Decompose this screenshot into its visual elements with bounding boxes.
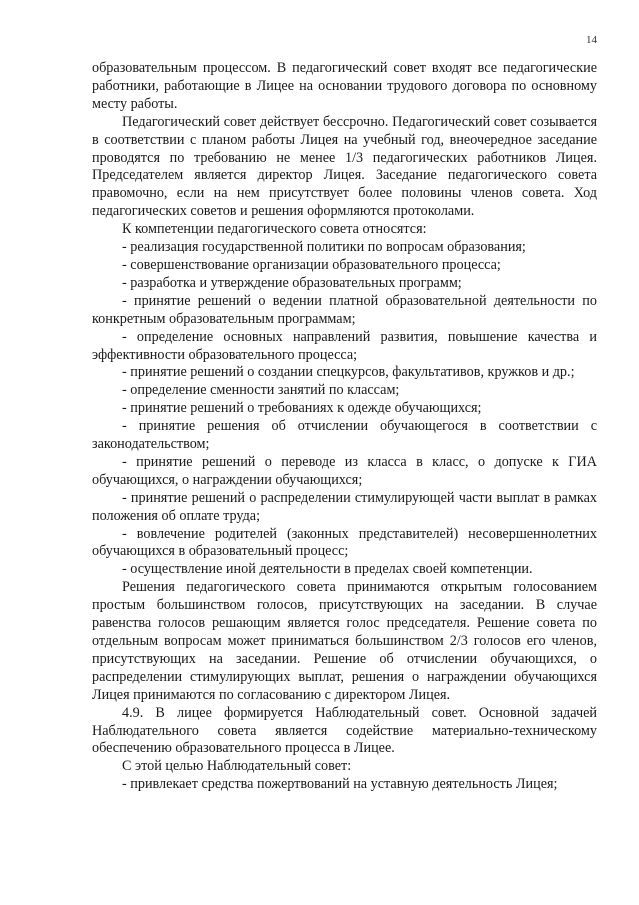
list-item: - принятие решений о распределении стимулирующей части выплат в рамках положения об оплате труда; bbox=[92, 489, 597, 524]
paragraph: Решения педагогического совета принимаются открытым голосованием простым большинством голосов, присутствующих на заседании. В случае равенства голосов решающим является голос председателя. Решение совета по отдельным вопросам может приниматься большинством 2/3 голосов его членов, присутствующих на заседании. Решение об отчислении обучающихся, о распределении стимулирующих выплат, решения о награждении обучающихся Лицея принимаются по согласованию с директором Лицея. bbox=[92, 579, 597, 703]
paragraph: С этой целью Наблюдательный совет: bbox=[122, 758, 352, 775]
document-body bbox=[92, 60, 597, 794]
list-item: - принятие решений о ведении платной образовательной деятельности по конкретным образовательным программам; bbox=[92, 292, 597, 327]
paragraph: 4.9. В лицее формируется Наблюдательный совет. Основной задачей Наблюдательного совета является содействие материально-техническому обеспечению образовательного процесса в Лицее. bbox=[92, 704, 597, 757]
page-number: 14 bbox=[586, 34, 597, 46]
list-item: - определение основных направлений развития, повышение качества и эффективности образовательного процесса; bbox=[92, 328, 597, 363]
list-item: - принятие решений о требованиях к одежде обучающихся; bbox=[122, 400, 482, 417]
list-item: - принятие решений о создании спецкурсов, факультативов, кружков и др.; bbox=[122, 364, 575, 381]
list-item: - вовлечение родителей (законных представителей) несовершеннолетних обучающихся в образовательный процесс; bbox=[92, 525, 597, 560]
list-item: - осуществление иной деятельности в пределах своей компетенции. bbox=[122, 561, 533, 578]
list-item: - определение сменности занятий по классам; bbox=[122, 382, 400, 399]
paragraph: Педагогический совет действует бессрочно. Педагогический совет созывается в соответствии с планом работы Лицея на учебный год, внеочередное заседание проводятся по требованию не менее 1/3 педагогических работников Лицея. Председателем является директор Лицея. Заседание педагогического совета правомочно, если на нем присутствует более половины членов совета. Ход педагогических советов и решения оформляются протоколами. bbox=[92, 113, 597, 220]
list-item: - принятие решения об отчислении обучающегося в соответствии с законодательством; bbox=[92, 418, 597, 453]
list-item: - привлекает средства пожертвований на уставную деятельность Лицея; bbox=[122, 776, 558, 793]
list-item: - реализация государственной политики по вопросам образования; bbox=[122, 239, 526, 256]
list-item: - принятие решений о переводе из класса в класс, о допуске к ГИА обучающихся, о награждении обучающихся; bbox=[92, 453, 597, 488]
list-item: - совершенствование организации образовательного процесса; bbox=[122, 256, 501, 273]
paragraph: образовательным процессом. В педагогический совет входят все педагогические работники, работающие в Лицее на основании трудового договора по основному месту работы. bbox=[92, 60, 597, 112]
list-item: - разработка и утверждение образовательных программ; bbox=[122, 274, 462, 291]
paragraph: К компетенции педагогического совета относятся: bbox=[122, 221, 427, 238]
